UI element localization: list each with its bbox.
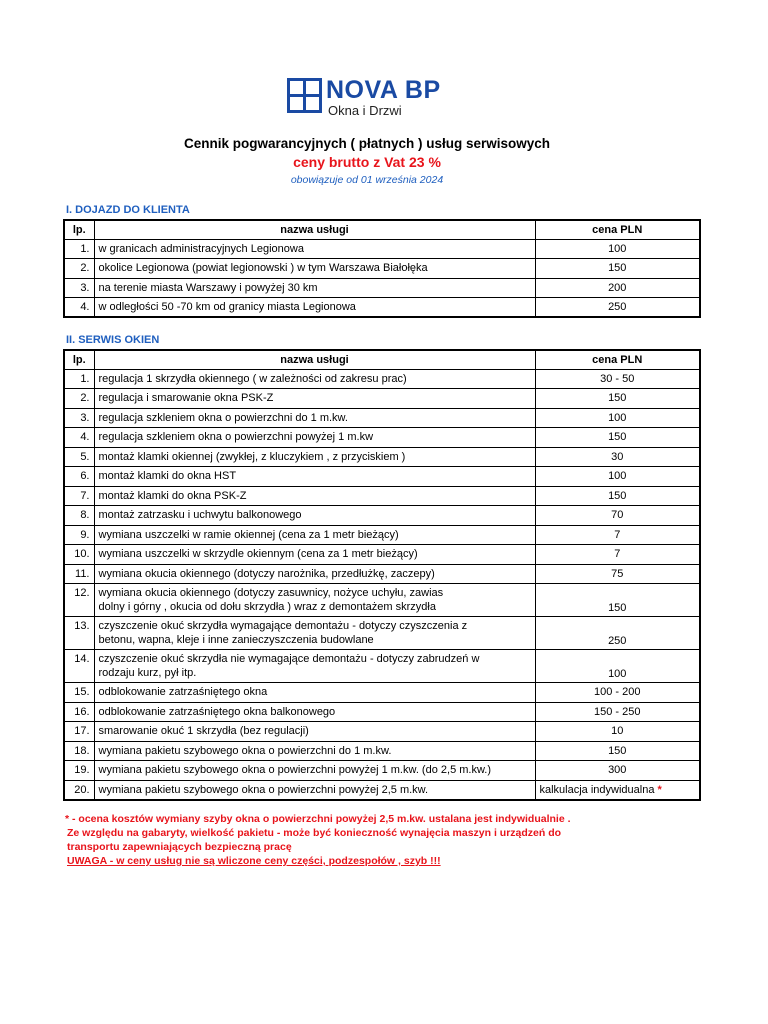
- row-name: odblokowanie zatrzaśniętego okna balkonowego: [94, 702, 535, 722]
- row-price: 150: [535, 428, 700, 448]
- row-lp: 6.: [64, 467, 94, 487]
- row-name-line2: betonu, wapna, kleje i inne zanieczyszczenia budowlane: [98, 634, 374, 646]
- table-row: [64, 298, 700, 318]
- row-lp: 1.: [64, 239, 94, 259]
- row-lp: 15.: [64, 683, 94, 703]
- row-lp: 8.: [64, 506, 94, 526]
- row-name: w granicach administracyjnych Legionowa: [94, 239, 535, 259]
- window-service-price-table: [63, 349, 701, 801]
- table-header-row: [64, 350, 700, 369]
- section-title-travel: I. DOJAZD DO KLIENTA: [66, 204, 190, 216]
- table-row: [64, 761, 700, 781]
- window-icon: [287, 78, 322, 113]
- row-price: 7: [535, 545, 700, 565]
- row-name: na terenie miasta Warszawy i powyżej 30 km: [94, 278, 535, 298]
- row-name-line2: rodzaju kurz, pył itp.: [98, 667, 197, 679]
- row-name: montaż zatrzasku i uchwytu balkonowego: [94, 506, 535, 526]
- logo-subtitle: Okna i Drzwi: [328, 103, 402, 118]
- row-name: [94, 650, 535, 683]
- table-row: [64, 650, 700, 683]
- row-name: smarowanie okuć 1 skrzydła (bez regulacji): [94, 722, 535, 742]
- logo-name: NOVA BP: [326, 76, 441, 104]
- table-row: [64, 506, 700, 526]
- row-price-text: kalkulacja indywidualna: [539, 783, 655, 796]
- table-row: [64, 780, 700, 800]
- warning-note: UWAGA - w ceny usług nie są wliczone ceny części, podzespołów , szyb !!!: [67, 855, 441, 867]
- row-name: wymiana uszczelki w skrzydle okiennym (cena za 1 metr bieżący): [94, 545, 535, 565]
- table-header-row: [64, 220, 700, 239]
- row-name-line1: wymiana okucia okiennego (dotyczy zasuwnicy, nożyce uchyłu, zawias: [98, 587, 444, 599]
- row-name: regulacja i smarowanie okna PSK-Z: [94, 389, 535, 409]
- row-lp: 16.: [64, 702, 94, 722]
- row-name: [94, 584, 535, 617]
- row-price: 150: [535, 259, 700, 279]
- row-price: 30: [535, 447, 700, 467]
- row-name-line1: czyszczenie okuć skrzydła wymagające demontażu - dotyczy czyszczenia z: [98, 620, 468, 632]
- row-price: 30 - 50: [535, 369, 700, 389]
- header-price: cena PLN: [535, 350, 700, 369]
- row-name: w odległości 50 -70 km od granicy miasta Legionowa: [94, 298, 535, 318]
- table-row: [64, 278, 700, 298]
- row-lp: 1.: [64, 369, 94, 389]
- row-price: 10: [535, 722, 700, 742]
- row-price: 150: [535, 486, 700, 506]
- row-lp: 4.: [64, 428, 94, 448]
- table-row: [64, 617, 700, 650]
- price-basis: ceny brutto z Vat 23 %: [293, 154, 441, 170]
- row-price: 100: [535, 239, 700, 259]
- valid-from: obowiązuje od 01 września 2024: [290, 174, 444, 186]
- table-row: [64, 389, 700, 409]
- row-name: [94, 617, 535, 650]
- row-name: montaż klamki do okna PSK-Z: [94, 486, 535, 506]
- table-row: [64, 584, 700, 617]
- row-price: 7: [535, 525, 700, 545]
- row-lp: 7.: [64, 486, 94, 506]
- row-lp: 10.: [64, 545, 94, 565]
- row-name: wymiana pakietu szybowego okna o powierzchni do 1 m.kw.: [94, 741, 535, 761]
- row-price: 100: [535, 650, 700, 683]
- footnote-equipment-line1: Ze względu na gabaryty, wielkość pakietu - może być konieczność wynajęcia maszyn i urządzeń do: [67, 827, 562, 839]
- row-name: regulacja 1 skrzydła okiennego ( w zależności od zakresu prac): [94, 369, 535, 389]
- row-price: 100: [535, 408, 700, 428]
- row-price: 300: [535, 761, 700, 781]
- row-price: 150: [535, 741, 700, 761]
- header-lp: lp.: [64, 220, 94, 239]
- row-name: wymiana pakietu szybowego okna o powierzchni powyżej 2,5 m.kw.: [94, 780, 535, 800]
- row-lp: 13.: [64, 617, 94, 650]
- footnote-mark: *: [657, 783, 662, 796]
- table-row: [64, 259, 700, 279]
- row-name-line1: czyszczenie okuć skrzydła nie wymagające demontażu - dotyczy zabrudzeń w: [98, 653, 480, 665]
- row-price: 100: [535, 467, 700, 487]
- row-name: regulacja szkleniem okna o powierzchni powyżej 1 m.kw: [94, 428, 535, 448]
- row-price: 150: [535, 389, 700, 409]
- row-name: wymiana pakietu szybowego okna o powierzchni powyżej 1 m.kw. (do 2,5 m.kw.): [94, 761, 535, 781]
- row-name: montaż klamki okiennej (zwykłej, z kluczykiem , z przyciskiem ): [94, 447, 535, 467]
- company-logo: [287, 78, 441, 117]
- table-row: [64, 369, 700, 389]
- footnotes: [67, 812, 707, 868]
- page-title: Cennik pogwarancyjnych ( płatnych ) usług serwisowych: [183, 136, 551, 151]
- footnote-equipment-line2: transportu zapewniających bezpieczną pracę: [67, 841, 292, 853]
- row-lp: 9.: [64, 525, 94, 545]
- row-name: okolice Legionowa (powiat legionowski ) w tym Warszawa Białołęka: [94, 259, 535, 279]
- row-lp: 14.: [64, 650, 94, 683]
- row-name: odblokowanie zatrzaśniętego okna: [94, 683, 535, 703]
- header-price: cena PLN: [535, 220, 700, 239]
- row-lp: 2.: [64, 389, 94, 409]
- table-row: [64, 683, 700, 703]
- section-title-window-service: II. SERWIS OKIEN: [66, 334, 160, 346]
- header-lp: lp.: [64, 350, 94, 369]
- row-lp: 11.: [64, 564, 94, 584]
- header-name: nazwa usługi: [94, 220, 535, 239]
- row-price: 70: [535, 506, 700, 526]
- table-row: [64, 564, 700, 584]
- row-lp: 5.: [64, 447, 94, 467]
- row-price: [535, 780, 700, 800]
- row-price: 100 - 200: [535, 683, 700, 703]
- row-price: 75: [535, 564, 700, 584]
- table-row: [64, 525, 700, 545]
- header-name: nazwa usługi: [94, 350, 535, 369]
- table-row: [64, 408, 700, 428]
- row-lp: 3.: [64, 278, 94, 298]
- table-row: [64, 545, 700, 565]
- row-lp: 3.: [64, 408, 94, 428]
- row-lp: 4.: [64, 298, 94, 318]
- row-lp: 17.: [64, 722, 94, 742]
- row-name: wymiana uszczelki w ramie okiennej (cena za 1 metr bieżący): [94, 525, 535, 545]
- row-lp: 19.: [64, 761, 94, 781]
- travel-price-table: [63, 219, 701, 318]
- row-name: wymiana okucia okiennego (dotyczy narożnika, przedłużkę, zaczepy): [94, 564, 535, 584]
- table-row: [64, 702, 700, 722]
- row-lp: 12.: [64, 584, 94, 617]
- row-price: 250: [535, 617, 700, 650]
- row-lp: 18.: [64, 741, 94, 761]
- table-row: [64, 447, 700, 467]
- row-price: 150: [535, 584, 700, 617]
- table-row: [64, 239, 700, 259]
- row-name: montaż klamki do okna HST: [94, 467, 535, 487]
- row-price: 150 - 250: [535, 702, 700, 722]
- row-name-line2: dolny i górny , okucia od dołu skrzydła ) wraz z demontażem skrzydła: [98, 601, 436, 613]
- row-name: regulacja szkleniem okna o powierzchni do 1 m.kw.: [94, 408, 535, 428]
- footnote-individual: * - ocena kosztów wymiany szyby okna o powierzchni powyżej 2,5 m.kw. ustalana jest indywidualnie .: [65, 813, 571, 825]
- row-lp: 20.: [64, 780, 94, 800]
- row-lp: 2.: [64, 259, 94, 279]
- table-row: [64, 467, 700, 487]
- row-price: 250: [535, 298, 700, 318]
- table-row: [64, 722, 700, 742]
- row-price: 200: [535, 278, 700, 298]
- table-row: [64, 428, 700, 448]
- table-row: [64, 486, 700, 506]
- table-row: [64, 741, 700, 761]
